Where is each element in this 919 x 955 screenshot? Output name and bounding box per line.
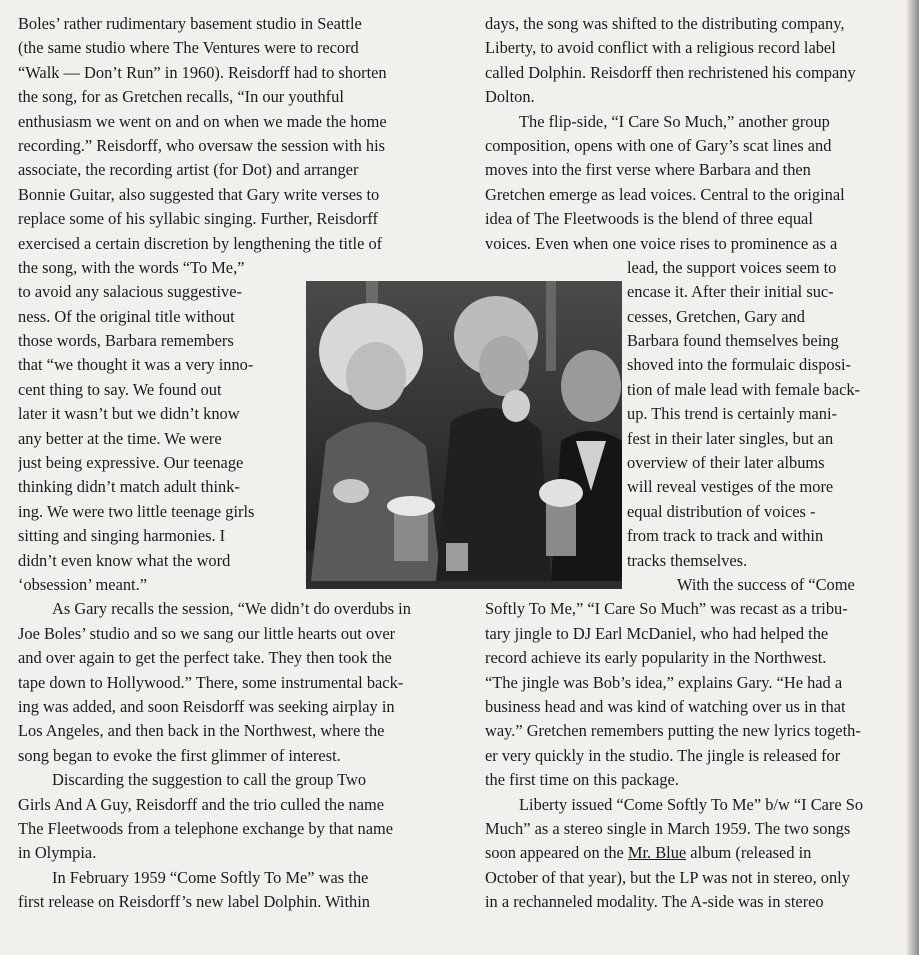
text-line: tary jingle to DJ Earl McDaniel, who had helped the bbox=[485, 623, 829, 643]
text-line: thinking didn’t match adult think- bbox=[18, 477, 240, 497]
text-line: in a rechanneled modality. The A-side was in stereo bbox=[485, 892, 824, 912]
text-line bbox=[485, 841, 915, 865]
text-line: Boles’ rather rudimentary basement studio in Seattle bbox=[18, 14, 362, 33]
text-line: “Walk — Don’t Run” in 1960). Reisdorff had to shorten bbox=[18, 62, 387, 82]
text-line: exercised a certain discretion by lengthening the title of bbox=[18, 233, 383, 253]
text-line: later it wasn’t but we didn’t know bbox=[18, 404, 240, 424]
text-line: Girls And A Guy, Reisdorff and the trio culled the name bbox=[18, 794, 384, 814]
text-line: and over again to get the perfect take. They then took the bbox=[18, 648, 392, 668]
text-line: tion of male lead with female back- bbox=[627, 379, 861, 399]
text-line: ing. We were two little teenage girls bbox=[18, 501, 255, 521]
text-line: As Gary recalls the session, “We didn’t do overdubs in bbox=[52, 599, 411, 619]
text-line: recording.” Reisdorff, who oversaw the session with his bbox=[18, 135, 386, 155]
text-line: Los Angeles, and then back in the Northwest, where the bbox=[18, 721, 385, 741]
text-line: way.” Gretchen remembers putting the new lyrics togeth- bbox=[485, 721, 861, 741]
text-line: idea of The Fleetwoods is the blend of three equal bbox=[485, 209, 813, 229]
text-line: in Olympia. bbox=[18, 843, 97, 863]
text-line: equal distribution of voices - bbox=[627, 501, 816, 521]
text-line: didn’t even know what the word bbox=[18, 550, 231, 570]
text-line: sitting and singing harmonies. I bbox=[18, 526, 226, 546]
text-line: replace some of his syllabic singing. Further, Reisdorff bbox=[18, 209, 379, 229]
text-line: the song, with the words “To Me,” bbox=[18, 257, 245, 277]
text-line: song began to evoke the first glimmer of interest. bbox=[18, 745, 341, 765]
text-line: (the same studio where The Ventures were to record bbox=[18, 38, 359, 58]
text-line: ‘obsession’ meant.” bbox=[18, 574, 147, 594]
text-line: shoved into the formulaic disposi- bbox=[627, 355, 851, 375]
text-line: Dolton. bbox=[485, 87, 535, 107]
text-line: from track to track and within bbox=[627, 526, 824, 546]
text-line: moves into the first verse where Barbara and then bbox=[485, 160, 811, 180]
text-line: any better at the time. We were bbox=[18, 428, 222, 448]
text-line: fest in their later singles, but an bbox=[627, 428, 834, 448]
text-line: composition, opens with one of Gary’s scat lines and bbox=[485, 135, 832, 155]
text-line: first release on Reisdorff’s new label Dolphin. Within bbox=[18, 892, 370, 912]
text-line: Discarding the suggestion to call the group Two bbox=[52, 770, 367, 790]
text-line: the song, for as Gretchen recalls, “In our youthful bbox=[18, 87, 344, 107]
text-line: associate, the recording artist (for Dot) and arranger bbox=[18, 160, 359, 180]
text-line: lead, the support voices seem to bbox=[627, 257, 837, 277]
album-title: Mr. Blue bbox=[627, 843, 687, 863]
text-line: enthusiasm we went on and on when we made the home bbox=[18, 111, 387, 131]
text-line: The Fleetwoods from a telephone exchange by that name bbox=[18, 818, 394, 838]
text-line: With the success of “Come bbox=[677, 574, 855, 594]
text-line: overview of their later albums bbox=[627, 453, 825, 473]
text-line: tracks themselves. bbox=[627, 550, 748, 570]
group-photo bbox=[306, 281, 622, 589]
text-line: Liberty issued “Come Softly To Me” b/w “I Care So bbox=[519, 794, 864, 814]
text-line: tape down to Hollywood.” There, some instrumental back- bbox=[18, 672, 404, 692]
text-line: business head and was kind of watching over us in that bbox=[485, 696, 846, 716]
text-line: ness. Of the original title without bbox=[18, 306, 235, 326]
text-fragment: soon appeared on the bbox=[485, 843, 628, 863]
text-line: those words, Barbara remembers bbox=[18, 331, 234, 351]
text-line: Barbara found themselves being bbox=[627, 331, 839, 351]
text-line: days, the song was shifted to the distributing company, bbox=[485, 14, 845, 33]
text-line: cesses, Gretchen, Gary and bbox=[627, 306, 805, 326]
text-line: Softly To Me,” “I Care So Much” was recast as a tribu- bbox=[485, 599, 848, 619]
text-line: record achieve its early popularity in the Northwest. bbox=[485, 648, 827, 668]
text-line: er very quickly in the studio. The jingle is released for bbox=[485, 745, 841, 765]
text-line: that “we thought it was a very inno- bbox=[18, 355, 254, 375]
text-line: will reveal vestiges of the more bbox=[627, 477, 834, 497]
text-line: Bonnie Guitar, also suggested that Gary write verses to bbox=[18, 184, 380, 204]
text-line: The flip-side, “I Care So Much,” another group bbox=[519, 111, 830, 131]
text-line: cent thing to say. We found out bbox=[18, 379, 222, 399]
text-line: encase it. After their initial suc- bbox=[627, 282, 834, 302]
text-line: called Dolphin. Reisdorff then rechristened his company bbox=[485, 62, 856, 82]
text-line: voices. Even when one voice rises to prominence as a bbox=[485, 233, 838, 253]
photo-image bbox=[306, 281, 622, 589]
text-line: ing was added, and soon Reisdorff was seeking airplay in bbox=[18, 696, 395, 716]
text-line: to avoid any salacious suggestive- bbox=[18, 282, 242, 302]
text-line: In February 1959 “Come Softly To Me” was the bbox=[52, 867, 369, 887]
text-line: Much” as a stereo single in March 1959. The two songs bbox=[485, 818, 851, 838]
text-line: “The jingle was Bob’s idea,” explains Gary. “He had a bbox=[485, 672, 843, 692]
text-line: October of that year), but the LP was not in stereo, only bbox=[485, 867, 850, 887]
text-line: the first time on this package. bbox=[485, 770, 679, 790]
text-line: Gretchen emerge as lead voices. Central to the original bbox=[485, 184, 845, 204]
text-fragment: album (released in bbox=[686, 843, 812, 863]
text-line: just being expressive. Our teenage bbox=[18, 453, 244, 473]
text-line: Liberty, to avoid conflict with a religious record label bbox=[485, 38, 836, 58]
text-line: Joe Boles’ studio and so we sang our little hearts out over bbox=[18, 623, 396, 643]
page-edge-shadow bbox=[907, 0, 919, 955]
text-line: up. This trend is certainly mani- bbox=[627, 404, 837, 424]
